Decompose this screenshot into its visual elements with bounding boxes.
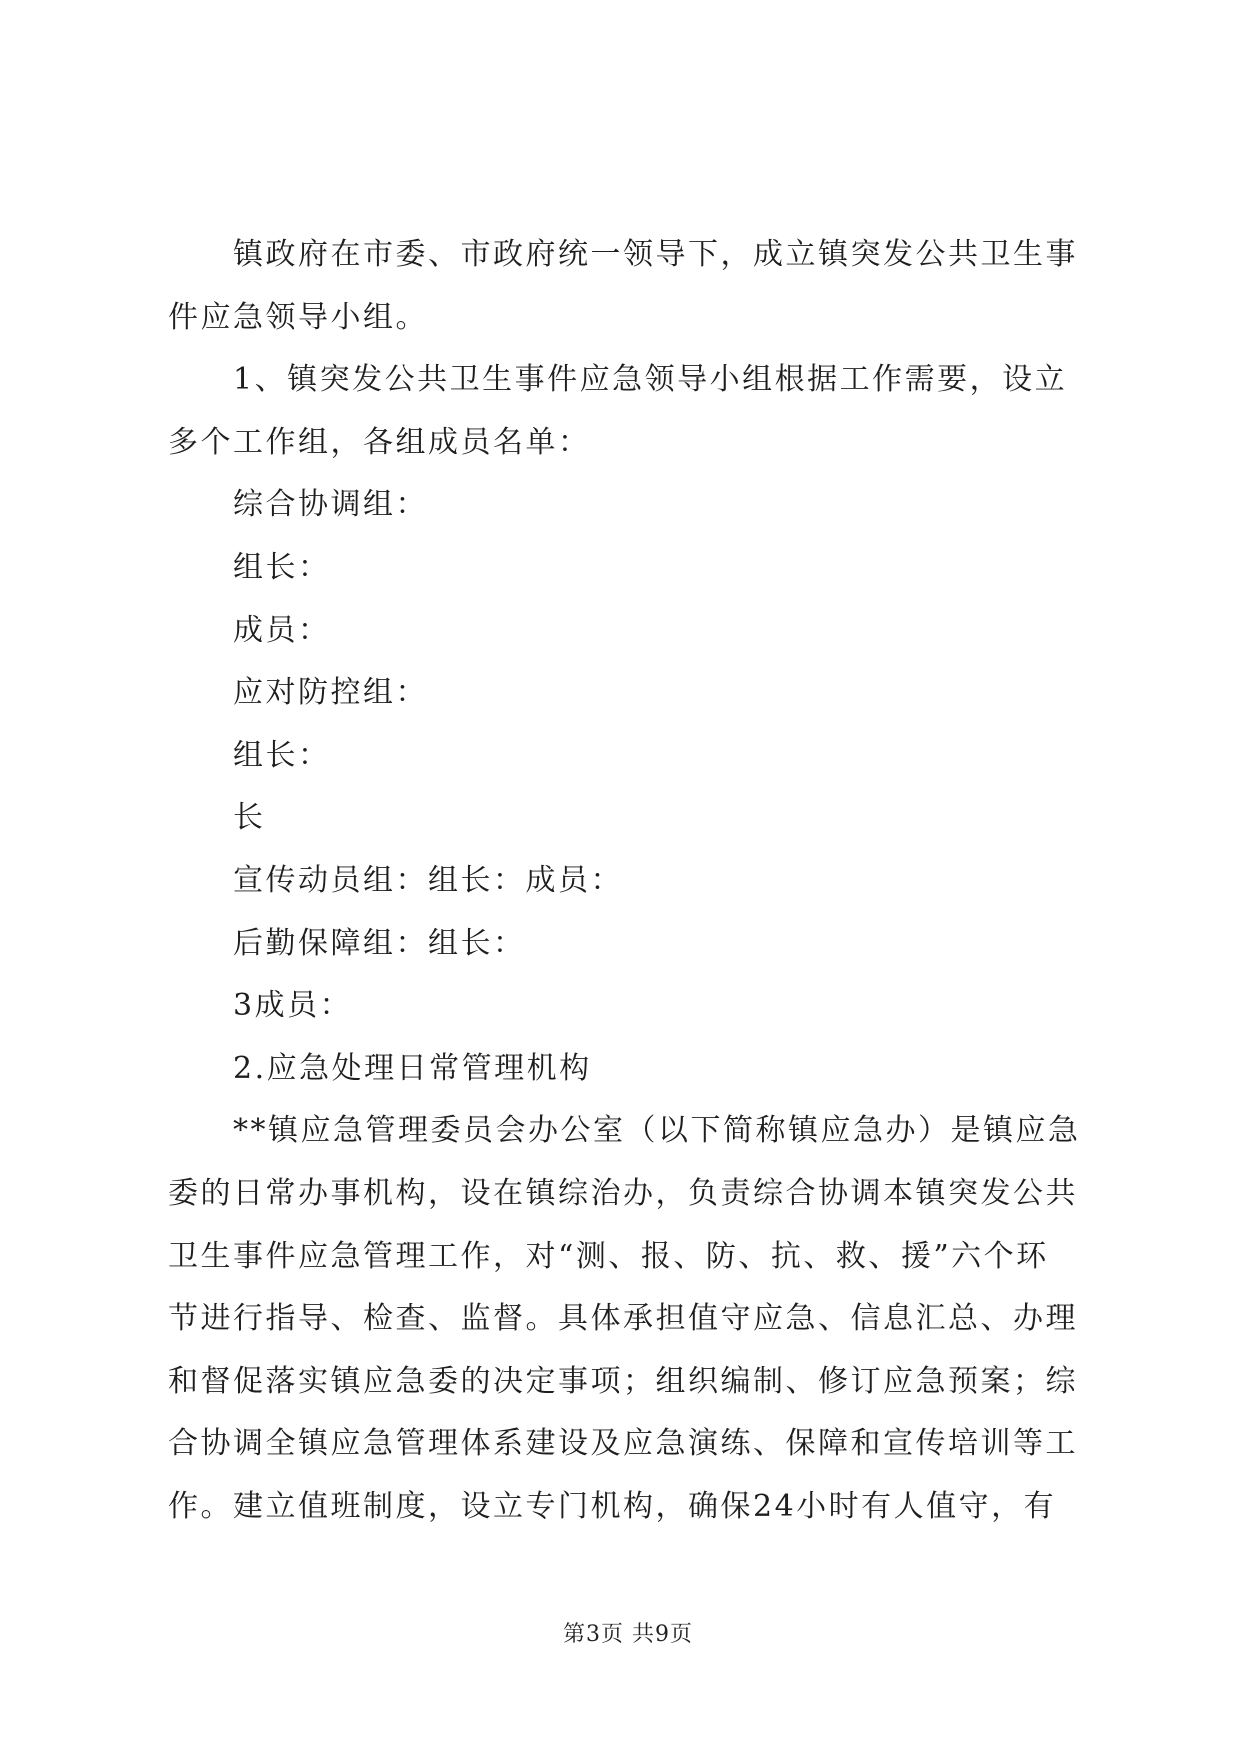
text-line: **镇应急管理委员会办公室（以下简称镇应急办）是镇应急 (233, 1113, 1081, 1149)
document-body (168, 224, 1088, 1538)
text-line: 宣传动员组：组长：成员： (233, 862, 623, 898)
paragraph-work-groups (168, 349, 1088, 474)
text-line: 组长： (233, 549, 331, 585)
text-line: 2.应急处理日常管理机构 (233, 1050, 592, 1086)
paragraph-coordination-group (168, 474, 1088, 537)
text-line: 合协调全镇应急管理体系建设及应急演练、保障和宣传培训等工 (168, 1426, 1078, 1462)
text-line: 长 (233, 800, 266, 836)
text-line: 组长： (233, 737, 331, 773)
text-line: 3成员： (233, 988, 353, 1024)
section-heading (168, 1038, 1088, 1101)
paragraph-emergency-office (168, 1100, 1088, 1538)
text-line: 综合协调组： (233, 487, 428, 523)
paragraph-group-leader (168, 725, 1088, 788)
text-line: 镇政府在市委、市政府统一领导下，成立镇突发公共卫生事 (233, 237, 1078, 272)
text-line: 委的日常办事机构，设在镇综治办，负责综合协调本镇突发公共 (168, 1175, 1078, 1211)
text-line: 件应急领导小组。 (168, 299, 428, 335)
text-line: 后勤保障组：组长： (233, 925, 526, 961)
paragraph-members (168, 600, 1088, 663)
text-line: 和督促落实镇应急委的决定事项；组织编制、修订应急预案；综 (168, 1363, 1078, 1399)
paragraph-members (168, 975, 1088, 1038)
text-line: 节进行指导、检查、监督。具体承担值守应急、信息汇总、办理 (168, 1301, 1078, 1337)
paragraph-fragment (168, 787, 1088, 850)
text-line: 应对防控组： (233, 675, 428, 711)
text-line: 作。建立值班制度，设立专门机构，确保24小时有人值守，有 (168, 1488, 1057, 1524)
paragraph-logistics-group (168, 913, 1088, 976)
text-line: 卫生事件应急管理工作，对“测、报、防、抗、救、援”六个环 (168, 1238, 1049, 1274)
paragraph-group-leader (168, 537, 1088, 600)
paragraph-publicity-group (168, 850, 1088, 913)
page-number-footer: 第3页 共9页 (563, 1622, 693, 1647)
text-line: 多个工作组，各组成员名单： (168, 424, 591, 460)
paragraph-leadership-group (168, 224, 1088, 349)
paragraph-prevention-group (168, 662, 1088, 725)
text-line: 1、镇突发公共卫生事件应急领导小组根据工作需要，设立 (233, 362, 1068, 398)
text-line: 成员： (233, 612, 331, 648)
